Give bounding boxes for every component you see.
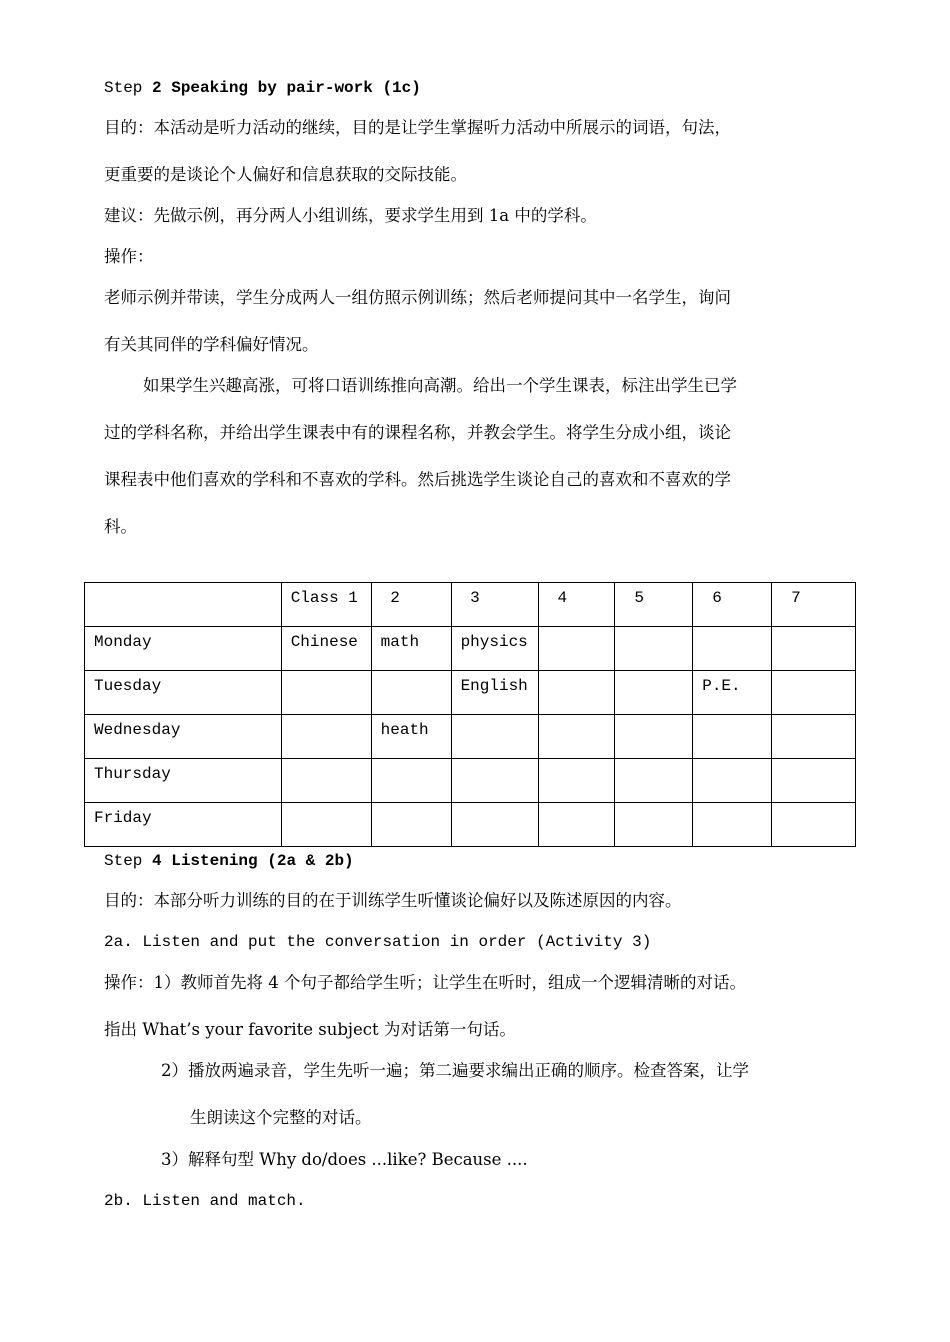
step4-op3: 3）解释句型 Why do/does ...like? Because .... [161, 1150, 528, 1169]
step4-prefix: Step [104, 852, 153, 870]
table-header-row [85, 583, 856, 627]
table-cell [538, 627, 615, 671]
table-cell [615, 715, 693, 759]
class-schedule-table [84, 582, 856, 847]
table-cell [281, 715, 371, 759]
table-cell [451, 715, 538, 759]
table-cell [772, 715, 856, 759]
table-header-cell [85, 583, 282, 627]
step4-op1-line2: 指出 What’s your favorite subject 为对话第一句话。 [104, 1020, 516, 1039]
table-row [85, 803, 856, 847]
table-cell [772, 671, 856, 715]
table-cell [451, 759, 538, 803]
table-cell: P.E. [693, 671, 772, 715]
step4-op2-line1: 2）播放两遍录音，学生先听一遍；第二遍要求编出正确的顺序。检查答案，让学 [161, 1061, 749, 1080]
step2-operation-line1: 老师示例并带读，学生分成两人一组仿照示例训练；然后老师提问其中一名学生，询问 [104, 288, 731, 307]
table-cell [615, 671, 693, 715]
table-cell [538, 715, 615, 759]
table-cell [615, 627, 693, 671]
table-cell-day: Monday [85, 627, 282, 671]
table-cell [538, 671, 615, 715]
step2-extension-line3: 课程表中他们喜欢的学科和不喜欢的学科。然后挑选学生谈论自己的喜欢和不喜欢的学 [104, 470, 731, 489]
table-cell-day: Wednesday [85, 715, 282, 759]
step4-title: 4 Listening (2a & 2b) [152, 852, 354, 870]
step4-op1-line1: 操作：1）教师首先将 4 个句子都给学生听；让学生在听时，组成一个逻辑清晰的对话。 [104, 973, 746, 992]
table-cell-day: Tuesday [85, 671, 282, 715]
table-header-cell: Class 1 [281, 583, 371, 627]
table-header-cell: 5 [615, 583, 693, 627]
table-cell-day: Thursday [85, 759, 282, 803]
table-cell [371, 759, 451, 803]
step2-prefix: Step [104, 79, 153, 97]
table-cell [451, 803, 538, 847]
step2-purpose-line2: 更重要的是谈论个人偏好和信息获取的交际技能。 [104, 165, 467, 184]
table-row [85, 759, 856, 803]
table-cell [693, 627, 772, 671]
step2-title: 2 Speaking by pair-work (1c) [152, 79, 421, 97]
step2-operation-label: 操作： [104, 247, 154, 266]
table-cell: heath [371, 715, 451, 759]
step2-extension-line1: 如果学生兴趣高涨，可将口语训练推向高潮。给出一个学生课表，标注出学生已学 [143, 376, 737, 395]
step4-heading [104, 850, 354, 872]
table-cell: math [371, 627, 451, 671]
table-cell [538, 759, 615, 803]
table-cell [281, 803, 371, 847]
step4-purpose: 目的：本部分听力训练的目的在于训练学生听懂谈论偏好以及陈述原因的内容。 [104, 891, 682, 910]
table-cell [693, 715, 772, 759]
table-cell [772, 803, 856, 847]
table-cell [615, 759, 693, 803]
table-cell: Chinese [281, 627, 371, 671]
table-cell [615, 803, 693, 847]
step2-heading [104, 77, 421, 99]
step4-2b-title: 2b. Listen and match. [104, 1192, 306, 1210]
step4-2a-title: 2a. Listen and put the conversation in order (Activity 3) [104, 933, 652, 951]
table-cell-day: Friday [85, 803, 282, 847]
table-row [85, 671, 856, 715]
table-cell [772, 759, 856, 803]
step2-operation-line2: 有关其同伴的学科偏好情况。 [104, 335, 319, 354]
step2-purpose-line1: 目的：本活动是听力活动的继续，目的是让学生掌握听力活动中所展示的词语，句法， [104, 118, 731, 137]
step2-extension-line2: 过的学科名称，并给出学生课表中有的课程名称，并教会学生。将学生分成小组，谈论 [104, 423, 731, 442]
table-cell [693, 759, 772, 803]
step2-suggestion: 建议：先做示例，再分两人小组训练，要求学生用到 1a 中的学科。 [104, 206, 597, 225]
step4-op2-line2: 生朗读这个完整的对话。 [190, 1108, 372, 1127]
table-row [85, 715, 856, 759]
step2-extension-line4: 科。 [104, 517, 137, 536]
table-header-cell: 7 [772, 583, 856, 627]
table-cell [281, 759, 371, 803]
table-header-cell: 6 [693, 583, 772, 627]
table-header-cell: 3 [451, 583, 538, 627]
table-cell [371, 671, 451, 715]
table-cell [371, 803, 451, 847]
table-cell [281, 671, 371, 715]
table-cell [772, 627, 856, 671]
table-cell: English [451, 671, 538, 715]
table-cell [693, 803, 772, 847]
table-cell: physics [451, 627, 538, 671]
table-cell [538, 803, 615, 847]
table-header-cell: 2 [371, 583, 451, 627]
table-row [85, 627, 856, 671]
table-header-cell: 4 [538, 583, 615, 627]
